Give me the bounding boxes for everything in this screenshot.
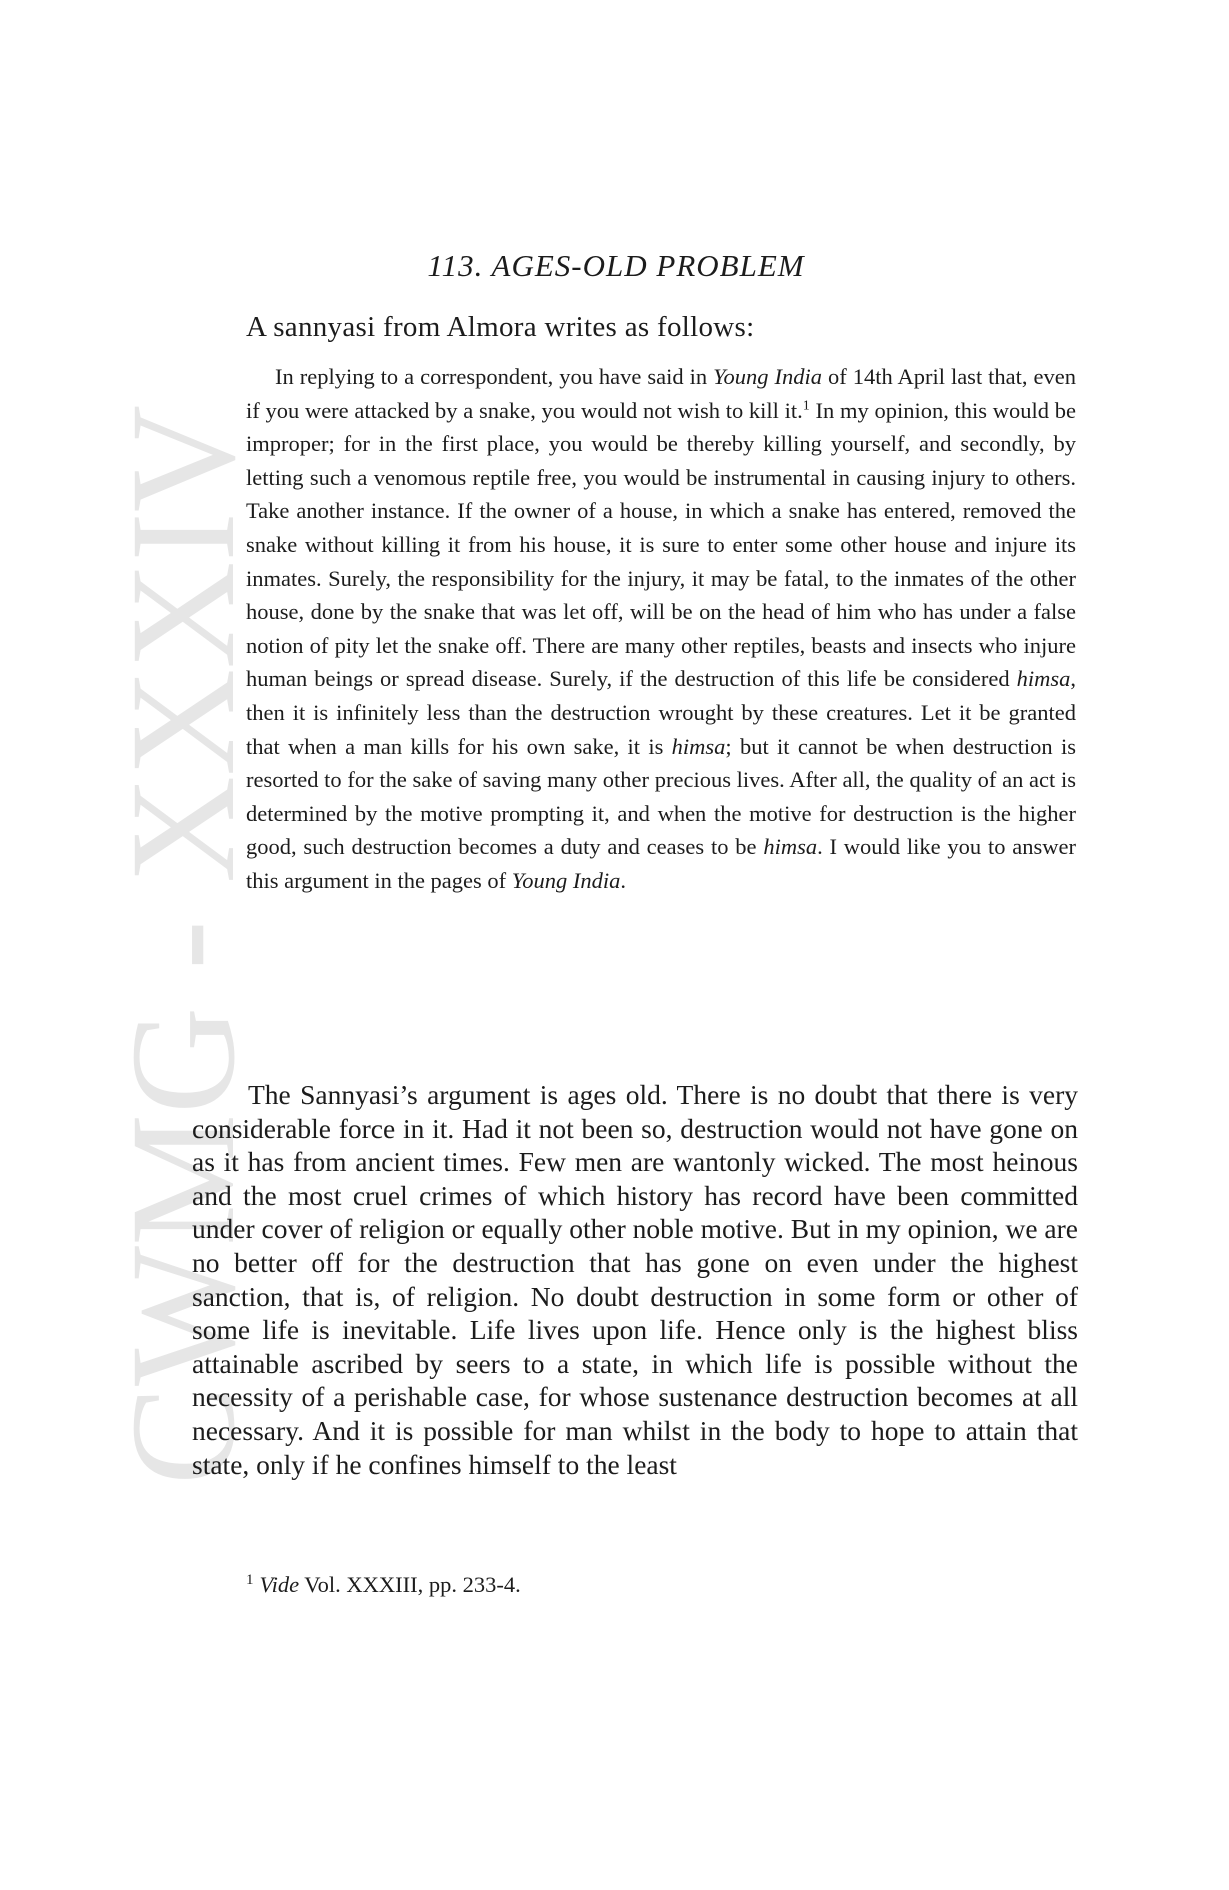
quote-text: ; but it cannot be when destruction is resorted to for the sake of saving many other precious lives. After all, the quality of an act is determined by the motive prompting it, and when the motive for destruction is the higher good, such destruction becomes a duty and ceases to be xyxy=(246,733,1076,860)
quote-italic-himsa: himsa xyxy=(763,834,818,860)
body-paragraph xyxy=(192,1078,1078,1481)
footnote-number: 1 xyxy=(246,1571,254,1588)
quote-text: , then it is infinitely less than the destruction wrought by these creatures. Let it be granted that when a man kills for his own sake, it is xyxy=(246,666,1076,759)
body-text: The Sannyasi’s argument is ages old. There is no doubt that there is very considerable force in it. Had it not been so, destruction would not have gone on as it has from ancient times. Few men are wantonly wicked. The most heinous and the most cruel crimes of which history has record have been committed under cover of religion or equally other noble motive. But in my opinion, we are no better off for the destruction that has gone on even under the highest sanction, that is, of religion. No doubt destruction in some form or other of some life is inevitable. Life lives upon life. Hence only is the highest bliss attainable ascribed by seers to a state, in which life is possible without the necessity of a perishable case, for whose sustenance destruction becomes at all necessary. And it is possible for man whilst in the body to hope to attain that state, only if he confines himself to the least xyxy=(192,1079,1078,1480)
quote-text: In replying to a correspondent, you have said in xyxy=(275,364,714,389)
quote-text: . I would like you to answer this argument in the pages of xyxy=(246,834,1076,893)
quote-text: In my opinion, this would be improper; for in the first place, you would be thereby killing yourself, and secondly, by letting such a venomous reptile free, you would be instrumental in causing injury to others. Take another instance. If the owner of a house, in which a snake has entered, removed the snake without killing it from his house, it is sure to enter some other house and injure its inmates. Surely, the responsibility for the injury, it may be fatal, to the inmates of the other house, done by the snake that was let off, will be on the head of him who has under a false notion of pity let the snake off. There are many other reptiles, beasts and insects who injure human beings or spread disease. Surely, if the destruction of this life be considered xyxy=(246,397,1077,692)
footnote-vide: Vide xyxy=(259,1572,300,1597)
quote-italic-himsa: himsa xyxy=(1016,666,1071,692)
footnote-text: Vol. XXXIII, pp. 233-4. xyxy=(299,1572,521,1597)
footnote xyxy=(246,1572,521,1598)
quote-text: . xyxy=(620,867,626,893)
quote-italic-young-india: Young India xyxy=(713,364,823,389)
quote-italic-himsa: himsa xyxy=(671,733,726,759)
quoted-letter xyxy=(246,360,1076,898)
quote-italic-young-india: Young India xyxy=(511,867,621,893)
footnote-marker[interactable]: 1 xyxy=(802,398,810,414)
quote-text: of 14th April last that, even if you were attacked by a snake, you would not wish to kill it. xyxy=(246,364,1076,423)
intro-line: A sannyasi from Almora writes as follows: xyxy=(246,311,755,343)
article-title: 113. AGES-OLD PROBLEM xyxy=(427,248,805,283)
watermark-text: CWMG - XXXIV xyxy=(100,393,266,1485)
